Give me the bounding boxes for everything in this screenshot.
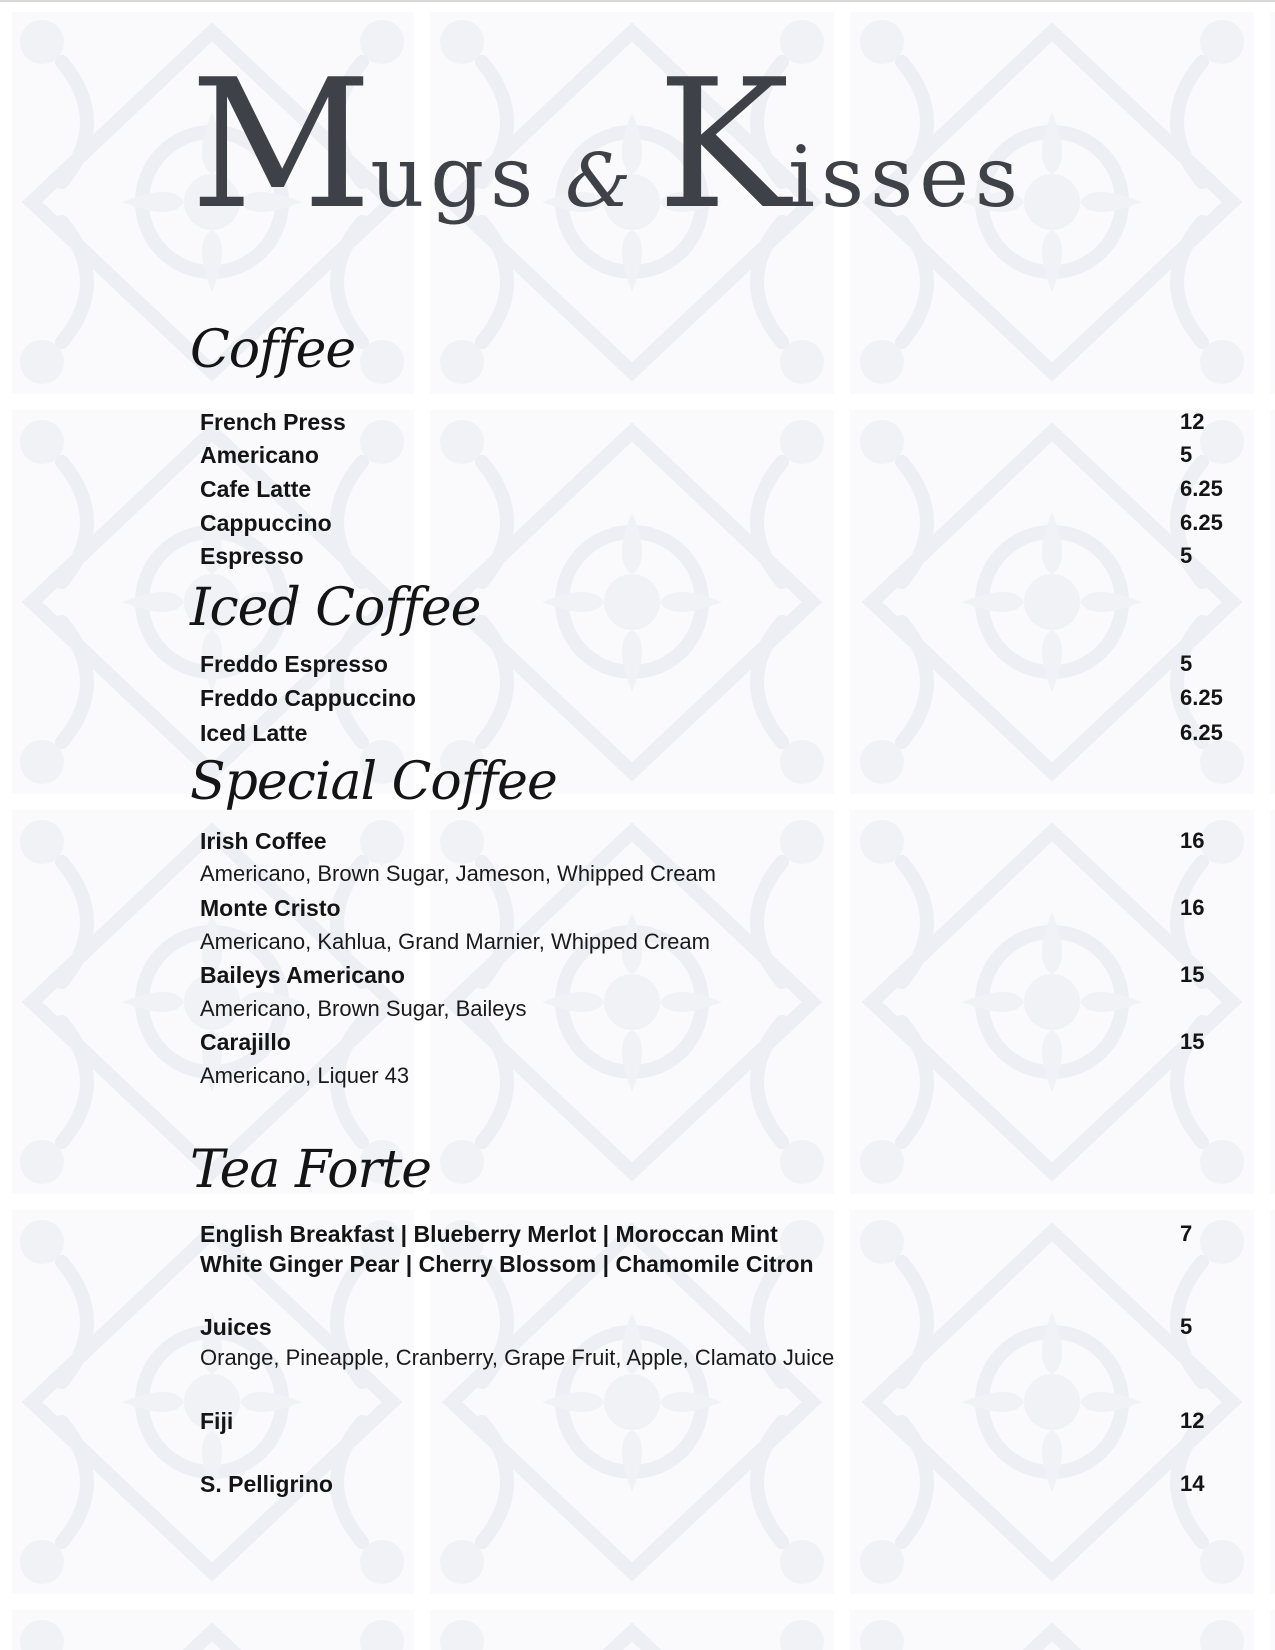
- item-description: Americano, Liquer 43: [200, 1063, 410, 1088]
- item-price: 6.25: [1180, 510, 1223, 535]
- item-price: 5: [1180, 442, 1193, 467]
- menu-item-americano: [200, 439, 1230, 471]
- item-price: 5: [1180, 543, 1193, 568]
- menu-item-fiji: [200, 1405, 1230, 1437]
- item-price: 15: [1180, 962, 1205, 987]
- menu-item-baileys-americano: [200, 959, 1230, 991]
- item-name: Americano: [200, 442, 319, 468]
- item-name: French Press: [200, 409, 346, 435]
- item-price: 7: [1180, 1221, 1193, 1246]
- item-price: 14: [1180, 1471, 1205, 1496]
- item-name: Cafe Latte: [200, 476, 312, 502]
- menu-item-freddo-espresso: [200, 648, 1230, 680]
- menu-item-irish-coffee: [200, 825, 1230, 857]
- item-price: 15: [1180, 1029, 1205, 1054]
- item-name: Iced Latte: [200, 720, 308, 746]
- item-name: Freddo Cappuccino: [200, 685, 416, 711]
- menu-item-carajillo: [200, 1026, 1230, 1058]
- item-price: 16: [1180, 895, 1205, 920]
- item-description: Orange, Pineapple, Cranberry, Grape Fruit, Apple, Clamato Juice: [200, 1345, 835, 1370]
- section-title-coffee: Coffee: [190, 320, 356, 380]
- item-price: 6.25: [1180, 720, 1223, 745]
- tea-flavors-line-1: English Breakfast | Blueberry Merlot | Moroccan Mint: [200, 1221, 778, 1247]
- item-name: Carajillo: [200, 1029, 291, 1055]
- item-name: S. Pelligrino: [200, 1471, 333, 1497]
- section-title-tea-forte: Tea Forte: [190, 1140, 432, 1200]
- item-name: Juices: [200, 1314, 272, 1340]
- menu-item-cafe-latte: [200, 473, 1230, 505]
- page-top-rule: [0, 0, 1275, 2]
- item-price: 16: [1180, 828, 1205, 853]
- item-description: Americano, Brown Sugar, Baileys: [200, 996, 527, 1021]
- brand-logo: Mugs & Kisses: [190, 41, 1025, 248]
- menu-item-espresso: [200, 540, 1230, 572]
- item-name: Cappuccino: [200, 510, 332, 536]
- item-price: 12: [1180, 1408, 1205, 1433]
- tea-flavors-row-2: [200, 1248, 1230, 1280]
- menu-item-iced-latte: [200, 717, 1230, 749]
- menu-item-monte-cristo: [200, 892, 1230, 924]
- menu-item-s-pelligrino: [200, 1468, 1230, 1500]
- item-price: 6.25: [1180, 685, 1223, 710]
- item-description: Americano, Kahlua, Grand Marnier, Whipped Cream: [200, 929, 710, 954]
- item-price: 6.25: [1180, 476, 1223, 501]
- section-title-special-coffee: Special Coffee: [190, 752, 557, 812]
- menu-item-juices: [200, 1311, 1230, 1343]
- menu-item-tea-forte: [200, 1218, 1230, 1250]
- item-name: Baileys Americano: [200, 962, 405, 988]
- tea-flavors-line-2: White Ginger Pear | Cherry Blossom | Chamomile Citron: [200, 1251, 814, 1277]
- menu-item-freddo-cappuccino: [200, 682, 1230, 714]
- section-title-iced-coffee: Iced Coffee: [190, 578, 481, 638]
- item-name: Irish Coffee: [200, 828, 327, 854]
- menu-item-cappuccino: [200, 507, 1230, 539]
- item-price: 5: [1180, 1314, 1193, 1339]
- item-name: Fiji: [200, 1408, 234, 1434]
- item-name: Monte Cristo: [200, 895, 341, 921]
- item-price: 5: [1180, 651, 1193, 676]
- item-name: Freddo Espresso: [200, 651, 388, 677]
- item-description: Americano, Brown Sugar, Jameson, Whipped Cream: [200, 861, 717, 886]
- item-name: Espresso: [200, 543, 304, 569]
- menu-item-french-press: [200, 406, 1230, 438]
- item-price: 12: [1180, 409, 1205, 434]
